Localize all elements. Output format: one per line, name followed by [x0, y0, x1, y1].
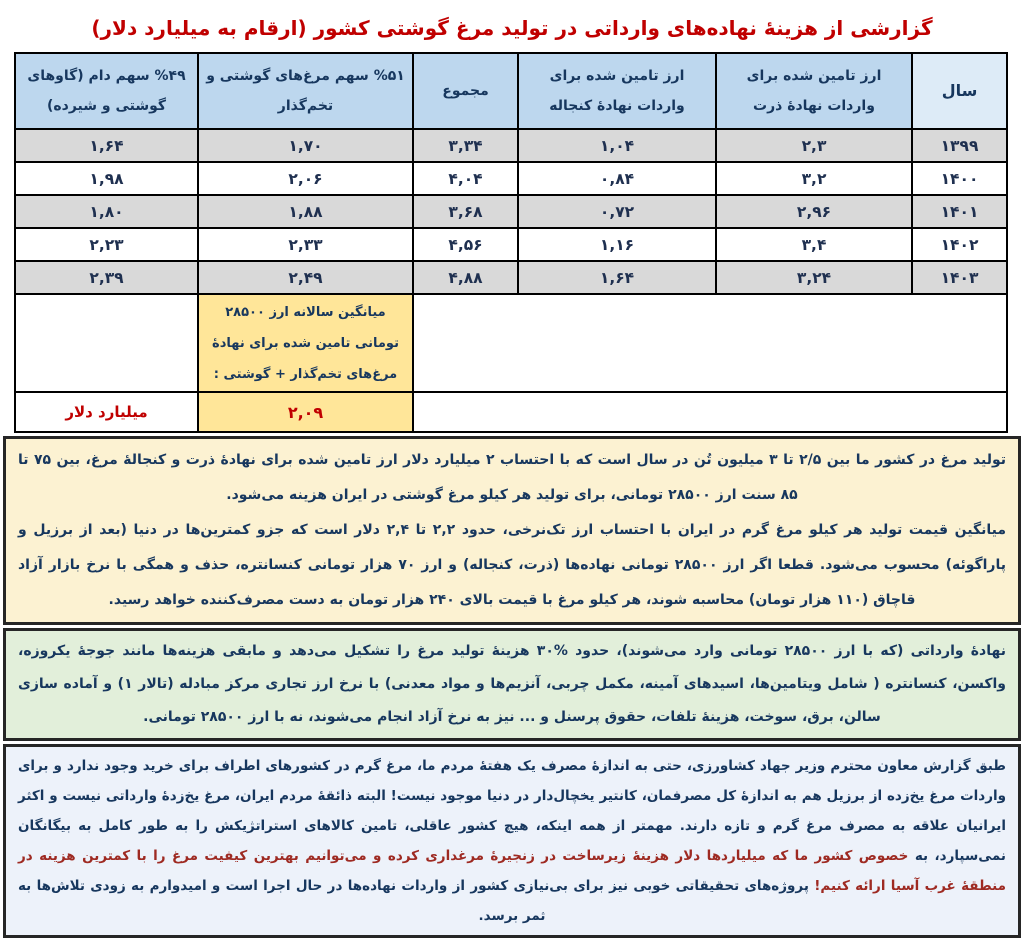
imported-inputs-paragraph: نهادهٔ وارداتی (که با ارز ۲۸۵۰۰ تومانی وارد می‌شوند)، حدود %۳۰ هزینهٔ تولید مرغ را تشکیل می‌دهد و مابقی هزینه‌ها مانند جوجهٔ یکروزه، واکسن، کنسانتره ( شامل ویتامین‌ها، اسیدهای آمینه، مکمل چربی، آنزیم‌ها و مواد معدنی) با نرخ ارز تجاری مرکز مبادله (تالار ۱) و آماده سازی سالن، برق، سوخت، هزینهٔ تلفات، حقوق پرسنل و ... نیز به نرخ آزاد انجام می‌شوند، نه با ارز ۲۸۵۰۰ تومانی.: [18, 643, 1007, 725]
imported-inputs-block: [3, 628, 1021, 741]
table-row-1399: [15, 129, 1007, 162]
table-row-1400: [15, 162, 1007, 195]
share49-cell: ۱,۸۰: [15, 195, 198, 228]
table-row-1403: [15, 261, 1007, 294]
ministry-report-highlight: خصوص کشور ما که میلیاردها دلار هزینهٔ زیرساخت در زنجیرهٔ مرغداری کرده و می‌توانیم بهترین کیفیت مرغ را با کمترین هزینه در منطقهٔ غرب آسیا ارائه کنیم!: [18, 848, 1006, 894]
corn-cell: ۳,۲۴: [716, 261, 912, 294]
share49-cell: ۲,۲۳: [15, 228, 198, 261]
page-title: گزارشی از هزینهٔ نهاده‌های وارداتی در تولید مرغ گوشتی کشور (ارقام به میلیارد دلار): [91, 16, 933, 40]
total-cell: ۴,۵۶: [413, 228, 518, 261]
corn-cell: ۳,۴: [716, 228, 912, 261]
soymeal-cell: ۱,۶۴: [518, 261, 716, 294]
import-cost-table: [14, 52, 1008, 433]
share49-cell: ۱,۹۸: [15, 162, 198, 195]
header-year: سال: [912, 53, 1007, 129]
cost-analysis-paragraph-1: تولید مرغ در کشور ما بین ۲/۵ تا ۳ میلیون تُن در سال است که با احتساب ۲ میلیارد دلار ارز تامین شده برای نهادهٔ ذرت و کنجالهٔ مرغ، بین ۷۵ تا ۸۵ سنت ارز ۲۸۵۰۰ تومانی، برای تولید هر کیلو مرغ گوشتی در ایران هزینه می‌شود.: [18, 452, 1006, 503]
average-value: ۲,۰۹: [198, 392, 413, 432]
year-cell: ۱۴۰۲: [912, 228, 1007, 261]
ministry-report-block: [3, 744, 1021, 938]
ministry-report-text-end: پروژه‌های تحقیقاتی خوبی نیز برای بی‌نیازی کشور از واردات نهاده‌ها در حال اجرا است و امیدوارم به زودی تلاش‌ها به ثمر برسد.: [18, 878, 815, 924]
average-note: میانگین سالانه ارز ۲۸۵۰۰ تومانی تامین شده برای نهادهٔ مرغ‌های تخم‌گذار + گوشتی :: [198, 294, 413, 392]
share51-cell: ۲,۰۶: [198, 162, 413, 195]
empty-cell: [15, 294, 198, 392]
total-cell: ۳,۶۸: [413, 195, 518, 228]
year-cell: ۱۴۰۳: [912, 261, 1007, 294]
year-cell: ۱۴۰۰: [912, 162, 1007, 195]
share51-cell: ۲,۳۳: [198, 228, 413, 261]
soymeal-cell: ۰,۸۴: [518, 162, 716, 195]
cost-analysis-block: [3, 436, 1021, 625]
table-row-1401: [15, 195, 1007, 228]
total-cell: ۴,۰۴: [413, 162, 518, 195]
soymeal-cell: ۰,۷۲: [518, 195, 716, 228]
total-cell: ۳,۳۴: [413, 129, 518, 162]
table-header-row: [15, 53, 1007, 129]
year-cell: ۱۳۹۹: [912, 129, 1007, 162]
note-value-row: [15, 392, 1007, 432]
soymeal-cell: ۱,۰۴: [518, 129, 716, 162]
note-label-row: [15, 294, 1007, 392]
corn-cell: ۲,۹۶: [716, 195, 912, 228]
empty-cell: [413, 294, 1007, 392]
average-unit: میلیارد دلار: [15, 392, 198, 432]
share51-cell: ۲,۴۹: [198, 261, 413, 294]
header-soymeal-currency: ارز تامین شده برای واردات نهادهٔ کنجاله: [518, 53, 716, 129]
corn-cell: ۲,۳: [716, 129, 912, 162]
share49-cell: ۱,۶۴: [15, 129, 198, 162]
total-cell: ۴,۸۸: [413, 261, 518, 294]
table-row-1402: [15, 228, 1007, 261]
header-corn-currency: ارز تامین شده برای واردات نهادهٔ ذرت: [716, 53, 912, 129]
year-cell: ۱۴۰۱: [912, 195, 1007, 228]
share49-cell: ۲,۳۹: [15, 261, 198, 294]
header-total: مجموع: [413, 53, 518, 129]
soymeal-cell: ۱,۱۶: [518, 228, 716, 261]
share51-cell: ۱,۸۸: [198, 195, 413, 228]
share51-cell: ۱,۷۰: [198, 129, 413, 162]
ministry-report-text-start: طبق گزارش معاون محترم وزیر جهاد کشاورزی، حتی به اندازهٔ مصرف یک هفتهٔ مردم ما، مرغ گرم در کشورهای اطراف برای خرید وجود ندارد و برای واردات مرغ یخ‌زده از برزیل هم به اندازهٔ کل مصرفمان، کانتیر یخچال‌دار در دنیا موجود نیست! البته ذائقهٔ مردم ایران، مرغ یخ‌زدهٔ وارداتی نیست و اکثر ایرانیان علاقه به مصرف مرغ گرم و تازه دارند. مهمتر از همه اینکه، هیچ کشور عاقلی، تامین کالاهای استراتژیکش را به طور کامل به بیگانگان نمی‌سپارد، به: [18, 758, 1006, 864]
header-share-51: %۵۱ سهم مرغ‌های گوشتی و تخم‌گذار: [198, 53, 413, 129]
cost-analysis-paragraph-2: میانگین قیمت تولید هر کیلو مرغ گرم در ایران با احتساب ارز تک‌نرخی، حدود ۲,۲ تا ۲,۴ دلار است که جزو کمترین‌ها در دنیا (بعد از برزیل و پاراگوئه) محسوب می‌شود. قطعا اگر ارز ۲۸۵۰۰ تومانی نهاده‌ها (ذرت، کنجاله) و ارز ۷۰ هزار تومانی کنسانتره، حذف و همگی با نرخ بازار آزاد قاچاق (۱۱۰ هزار تومان) محاسبه شوند، هر کیلو مرغ با قیمت بالای ۲۴۰ هزار تومان به دست مصرف‌کننده خواهد رسید.: [18, 522, 1006, 608]
corn-cell: ۳,۲: [716, 162, 912, 195]
empty-cell: [413, 392, 1007, 432]
ministry-report-paragraph: [18, 751, 1006, 931]
header-share-49: %۴۹ سهم دام (گاوهای گوشتی و شیرده): [15, 53, 198, 129]
